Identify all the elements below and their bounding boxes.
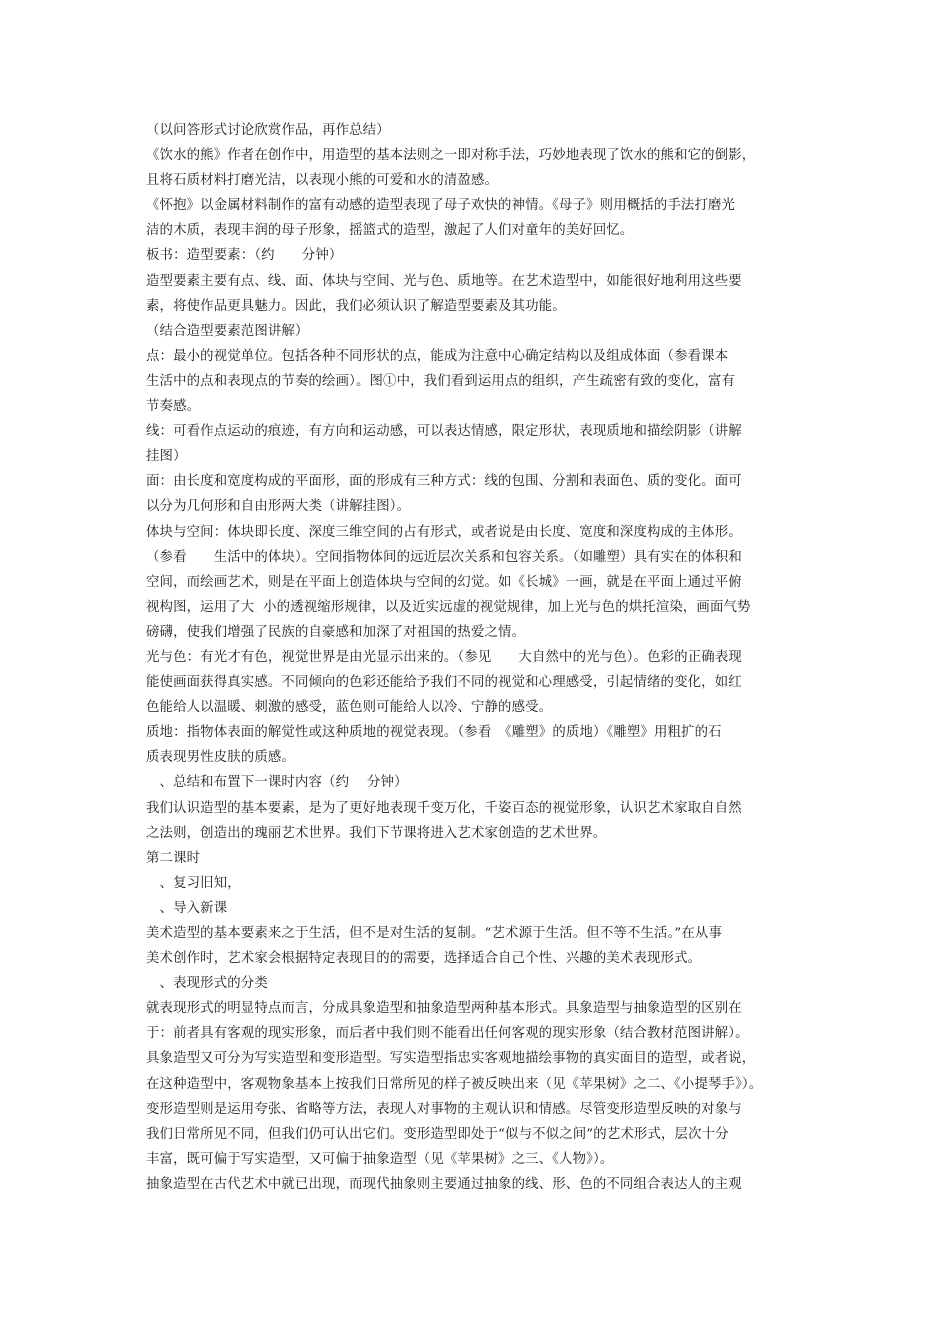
text-line: 我们日常所见不同，但我们仍可认出它们。变形造型即处于“似与不似之间”的艺术形式，层次十分 (146, 1126, 729, 1142)
text-line: 质地：指物体表面的解觉性或这种质地的视觉表现。（参看 《雕塑》的质地）《雕塑》用粗扩的石 (146, 725, 722, 741)
text-line: 、表现形式的分类 (146, 976, 268, 992)
text-line: （参看 生活中的体块）。空间指物体间的远近层次关系和包容关系。（如雕塑）具有实在的体积和 (146, 549, 742, 565)
text-line: 空间，而绘画艺术，则是在平面上创造体块与空间的幻觉。如《长城》一画，就是在平面上通过平俯 (146, 574, 742, 590)
text-line: 能使画面获得真实感。不同倾向的色彩还能给予我们不同的视觉和心理感受，引起情绪的变化，如红 (146, 675, 742, 691)
text-line: 质表现男性皮肤的质感。 (146, 750, 295, 766)
text-line: 于：前者具有客观的现实形象，而后者中我们则不能看出任何客观的现实形象（结合教材范图讲解）。 (146, 1026, 749, 1042)
text-line: 挂图） (146, 449, 187, 465)
text-line: 视构图，运用了大 小的透视缩形规律，以及近实远虚的视觉规律，加上光与色的烘托渲染，画面气势 (146, 599, 751, 615)
text-line: 就表现形式的明显特点而言，分成具象造型和抽象造型两种基本形式。具象造型与抽象造型的区别在 (146, 1001, 742, 1017)
text-line: （以问答形式讨论欣赏作品，再作总结） (146, 123, 390, 138)
text-line: 以分为几何形和自由形两大类（讲解挂图）。 (146, 499, 411, 515)
text-line: 变形造型则是运用夸张、省略等方法，表现人对事物的主观认识和情感。尽管变形造型反映的对象与 (146, 1101, 742, 1117)
text-line: 美术造型的基本要素来之于生活，但不是对生活的复制。“艺术源于生活。但不等不生活。”在从事 (146, 926, 722, 941)
text-line: 光与色：有光才有色，视觉世界是由光显示出来的。（参见 大自然中的光与色）。色彩的正确表现 (146, 649, 742, 665)
text-line: 丰富，既可偏于写实造型，又可偏于抽象造型（见《苹果树》之三、《人物》）。 (146, 1151, 614, 1167)
text-line: 体块与空间：体块即长度、深度三维空间的占有形式，或者说是由长度、宽度和深度构成的主体形。 (146, 524, 742, 540)
text-line: 板书：造型要素：（约 分钟） (146, 248, 343, 264)
text-line: 面：由长度和宽度构成的平面形，面的形成有三种方式：线的包围、分割和表面色、质的变化。面可 (146, 474, 742, 490)
text-line: 素，将使作品更具魅力。因此，我们必须认识了解造型要素及其功能。 (146, 298, 566, 314)
text-line: 、复习旧知， (146, 875, 241, 891)
text-line: 之法则，创造出的瑰丽艺术世界。我们下节课将进入艺术家创造的艺术世界。 (146, 825, 607, 841)
text-line: 点：最小的视觉单位。包括各种不同形状的点，能成为注意中心确定结构以及组成体面（参看课本 (146, 348, 729, 364)
text-line: 生活中的点和表现点的节奏的绘画）。图①中，我们看到运用点的组织，产生疏密有致的变化，富有 (146, 373, 736, 389)
text-line: 我们认识造型的基本要素，是为了更好地表现千变万化，千姿百态的视觉形象，认识艺术家取自自然 (146, 800, 742, 816)
text-line: 磅礴，使我们增强了民族的自豪感和加深了对祖国的热爱之情。 (146, 624, 526, 640)
text-line: 《怀抱》以金属材料制作的富有动感的造型表现了母子欢快的神情。《母子》则用概括的手法打磨光 (146, 198, 736, 214)
text-line: 线：可看作点运动的痕迹，有方向和运动感，可以表达情感，限定形状，表现质地和描绘阴影（讲解 (146, 424, 742, 440)
text-line: （结合造型要素范图讲解） (146, 323, 309, 339)
text-line: 、总结和布置下一课时内容（约 分钟） (146, 775, 408, 791)
text-line: 且将石质材料打磨光洁，以表现小熊的可爱和水的清盈感。 (146, 173, 499, 189)
text-line: 节奏感。 (146, 399, 201, 415)
text-line: 洁的木质，表现丰润的母子形象，摇篮式的造型，激起了人们对童年的美好回忆。 (146, 223, 634, 239)
text-line: 抽象造型在古代艺术中就已出现，而现代抽象则主要通过抽象的线、形、色的不同组合表达人的主观 (146, 1176, 742, 1192)
document-body (146, 118, 796, 1197)
text-line: 《饮水的熊》作者在创作中，用造型的基本法则之一即对称手法，巧妙地表现了饮水的熊和它的倒影， (146, 148, 756, 164)
text-line: 、导入新课 (146, 900, 228, 916)
text-line: 色能给人以温暖、刺激的感受，蓝色则可能给人以冷、宁静的感受。 (146, 700, 553, 716)
text-line: 美术创作时，艺术家会根据特定表现目的的需要，选择适合自己个性、兴趣的美术表现形式。 (146, 951, 702, 967)
text-line: 第二课时 (146, 850, 201, 866)
text-line: 在这种造型中，客观物象基本上按我们日常所见的样子被反映出来（见《苹果树》之二、《小提琴手》）。 (146, 1076, 763, 1092)
text-line: 具象造型又可分为写实造型和变形造型。写实造型指忠实客观地描绘事物的真实面目的造型，或者说， (146, 1051, 756, 1067)
text-line: 造型要素主要有点、线、面、体块与空间、光与色、质地等。在艺术造型中，如能很好地利用这些要 (146, 273, 742, 289)
